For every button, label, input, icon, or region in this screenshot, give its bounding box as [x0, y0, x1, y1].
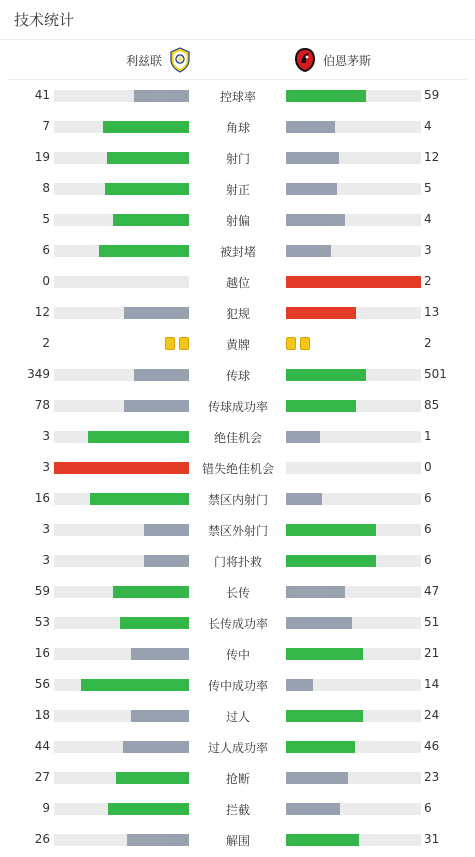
home-bar-track [54, 121, 189, 133]
away-bar-track [286, 524, 421, 536]
away-bar-fill [286, 214, 345, 226]
home-bar-track [54, 834, 189, 846]
home-value: 16 [34, 646, 50, 660]
stat-label: 传球 [225, 369, 250, 383]
stat-label: 传中 [225, 648, 250, 662]
away-bar-track [286, 152, 421, 164]
away-value: 2 [424, 336, 432, 350]
stat-label: 禁区内射门 [207, 493, 268, 507]
away-bar-track [286, 400, 421, 412]
stat-label: 犯规 [225, 307, 250, 321]
away-bar-fill [286, 90, 366, 102]
home-value: 2 [42, 336, 50, 350]
away-bar-fill [286, 741, 355, 753]
home-value: 5 [42, 212, 50, 226]
away-value: 2 [424, 274, 432, 288]
home-value: 6 [42, 243, 50, 257]
stat-label: 射正 [225, 183, 250, 197]
home-bar-track [54, 276, 189, 288]
away-bar-fill [286, 555, 376, 567]
home-bar-fill [131, 648, 189, 660]
away-value: 13 [424, 305, 440, 319]
away-bar-fill [286, 586, 345, 598]
home-bar-fill [113, 214, 189, 226]
home-bar-fill [124, 400, 189, 412]
home-bar-track [54, 462, 189, 474]
away-bar-fill [286, 617, 352, 629]
home-bar-fill [99, 245, 189, 257]
away-value: 21 [424, 646, 440, 660]
stat-row [0, 669, 475, 700]
home-team-name: 利兹联 [126, 53, 163, 68]
home-bar-track [54, 152, 189, 164]
stat-label: 越位 [225, 276, 250, 290]
stat-row [0, 607, 475, 638]
away-value: 501 [424, 367, 447, 381]
away-bar-track [286, 710, 421, 722]
away-bar-track [286, 803, 421, 815]
page-header [0, 0, 475, 40]
away-bar-fill [286, 307, 356, 319]
home-bar-track [54, 400, 189, 412]
teams-header [8, 40, 467, 80]
home-bar-track [54, 648, 189, 660]
away-value: 47 [424, 584, 440, 598]
stat-label: 被封堵 [219, 245, 256, 259]
stat-row [0, 266, 475, 297]
away-value: 31 [424, 832, 440, 846]
bournemouth-crest-icon [294, 47, 316, 73]
home-bar-fill [144, 555, 189, 567]
stat-label: 传球成功率 [207, 400, 268, 414]
away-value: 59 [424, 88, 440, 102]
home-bar-fill [134, 90, 189, 102]
home-bar-fill [88, 431, 189, 443]
away-value: 51 [424, 615, 440, 629]
away-bar-fill [286, 183, 337, 195]
home-value: 59 [34, 584, 50, 598]
away-value: 6 [424, 491, 432, 505]
home-bar-track [54, 245, 189, 257]
away-bar-track [286, 772, 421, 784]
away-bar-fill [286, 245, 331, 257]
home-bar-fill [127, 834, 189, 846]
home-team[interactable] [126, 47, 191, 73]
home-value: 0 [42, 274, 50, 288]
stat-label: 长传 [225, 586, 250, 600]
away-value: 24 [424, 708, 440, 722]
home-bar-fill [116, 772, 189, 784]
home-bar-track [54, 493, 189, 505]
away-bar-fill [286, 772, 348, 784]
away-bar-track [286, 214, 421, 226]
home-value: 349 [27, 367, 50, 381]
stat-row [0, 235, 475, 266]
stat-label: 抢断 [225, 772, 250, 786]
stat-row [0, 576, 475, 607]
home-bar-track [54, 617, 189, 629]
home-bar-fill [123, 741, 189, 753]
away-bar-track [286, 617, 421, 629]
stat-label: 传中成功率 [207, 679, 268, 693]
stat-row [0, 793, 475, 824]
away-bar-fill [286, 121, 335, 133]
away-bar-track [286, 369, 421, 381]
stat-label: 绝佳机会 [213, 431, 262, 445]
stat-row [0, 824, 475, 855]
home-value: 3 [42, 429, 50, 443]
stat-label: 长传成功率 [207, 617, 268, 631]
home-bar-track [54, 679, 189, 691]
stat-row [0, 421, 475, 452]
away-value: 1 [424, 429, 432, 443]
stat-label: 禁区外射门 [207, 524, 268, 538]
stats-table [0, 80, 475, 855]
stat-row [0, 762, 475, 793]
stat-label: 过人成功率 [207, 741, 268, 755]
home-bar-track [54, 369, 189, 381]
home-value: 7 [42, 119, 50, 133]
away-value: 6 [424, 553, 432, 567]
away-value: 0 [424, 460, 432, 474]
stat-label: 角球 [225, 121, 250, 135]
home-value: 27 [34, 770, 50, 784]
stat-row [0, 359, 475, 390]
away-bar-fill [286, 648, 363, 660]
home-value: 56 [34, 677, 50, 691]
home-value: 8 [42, 181, 50, 195]
stat-row [0, 638, 475, 669]
home-value: 78 [34, 398, 50, 412]
stat-row [0, 731, 475, 762]
stat-row [0, 204, 475, 235]
stat-label: 解围 [225, 834, 250, 848]
home-bar-track [54, 772, 189, 784]
stat-label: 射偏 [225, 214, 250, 228]
away-value: 46 [424, 739, 440, 753]
away-value: 12 [424, 150, 440, 164]
home-bar-fill [113, 586, 189, 598]
stat-row [0, 390, 475, 421]
stat-label: 黄牌 [225, 338, 250, 352]
home-yellow-cards [165, 337, 189, 350]
home-bar-fill [90, 493, 189, 505]
away-value: 6 [424, 522, 432, 536]
home-value: 18 [34, 708, 50, 722]
away-bar-track [286, 586, 421, 598]
away-bar-track [286, 121, 421, 133]
home-value: 9 [42, 801, 50, 815]
home-bar-track [54, 803, 189, 815]
home-bar-track [54, 307, 189, 319]
home-bar-fill [131, 710, 189, 722]
stat-row [0, 452, 475, 483]
home-value: 44 [34, 739, 50, 753]
home-bar-track [54, 586, 189, 598]
away-bar-track [286, 183, 421, 195]
away-bar-track [286, 431, 421, 443]
home-bar-fill [144, 524, 189, 536]
away-value: 14 [424, 677, 440, 691]
stat-row [0, 111, 475, 142]
home-bar-track [54, 710, 189, 722]
away-value: 6 [424, 801, 432, 815]
stat-label: 门将扑救 [213, 555, 262, 569]
away-value: 85 [424, 398, 440, 412]
stat-row [0, 700, 475, 731]
away-bar-fill [286, 803, 340, 815]
home-value: 3 [42, 460, 50, 474]
home-bar-fill [105, 183, 189, 195]
away-bar-fill [286, 710, 363, 722]
away-team-name: 伯恩茅斯 [323, 53, 372, 68]
away-bar-fill [286, 493, 322, 505]
away-bar-fill [286, 276, 421, 288]
away-value: 4 [424, 119, 432, 133]
home-bar-track [54, 214, 189, 226]
away-bar-track [286, 90, 421, 102]
home-bar-fill [120, 617, 189, 629]
home-value: 16 [34, 491, 50, 505]
away-bar-track [286, 679, 421, 691]
home-bar-track [54, 90, 189, 102]
away-value: 3 [424, 243, 432, 257]
home-bar-fill [134, 369, 189, 381]
stat-row [0, 297, 475, 328]
yellow-card-icon [300, 337, 310, 350]
stat-row [0, 173, 475, 204]
stat-row [0, 142, 475, 173]
home-bar-fill [108, 803, 189, 815]
away-bar-fill [286, 152, 339, 164]
stat-row [0, 328, 475, 359]
stat-label: 控球率 [219, 90, 256, 104]
away-bar-track [286, 741, 421, 753]
home-value: 12 [34, 305, 50, 319]
away-bar-track [286, 555, 421, 567]
home-value: 41 [34, 88, 50, 102]
home-bar-track [54, 741, 189, 753]
home-bar-fill [107, 152, 189, 164]
stat-row [0, 483, 475, 514]
away-bar-track [286, 834, 421, 846]
stat-label: 过人 [225, 710, 250, 724]
home-value: 3 [42, 553, 50, 567]
away-bar-fill [286, 834, 359, 846]
yellow-card-icon [286, 337, 296, 350]
home-value: 3 [42, 522, 50, 536]
home-value: 53 [34, 615, 50, 629]
away-bar-track [286, 307, 421, 319]
home-bar-fill [54, 462, 189, 474]
away-bar-fill [286, 431, 320, 443]
away-bar-fill [286, 369, 366, 381]
page-title: 技术统计 [14, 11, 75, 29]
stat-row [0, 80, 475, 111]
home-bar-fill [103, 121, 189, 133]
home-value: 19 [34, 150, 50, 164]
away-bar-track [286, 462, 421, 474]
yellow-card-icon [179, 337, 189, 350]
stat-row [0, 545, 475, 576]
yellow-card-icon [165, 337, 175, 350]
home-bar-track [54, 183, 189, 195]
away-yellow-cards [286, 337, 310, 350]
home-bar-fill [81, 679, 189, 691]
away-bar-track [286, 493, 421, 505]
stat-label: 拦截 [225, 803, 250, 817]
away-value: 23 [424, 770, 440, 784]
home-bar-fill [124, 307, 189, 319]
away-team[interactable] [294, 47, 371, 73]
stat-label: 错失绝佳机会 [201, 462, 274, 476]
away-value: 5 [424, 181, 432, 195]
stat-row [0, 514, 475, 545]
home-bar-track [54, 555, 189, 567]
away-bar-fill [286, 524, 376, 536]
away-bar-track [286, 245, 421, 257]
home-bar-track [54, 524, 189, 536]
away-bar-track [286, 648, 421, 660]
home-bar-track [54, 431, 189, 443]
away-value: 4 [424, 212, 432, 226]
away-bar-fill [286, 679, 313, 691]
leeds-crest-icon [169, 47, 191, 73]
away-bar-fill [286, 400, 356, 412]
home-value: 26 [34, 832, 50, 846]
stat-label: 射门 [225, 152, 250, 166]
away-bar-track [286, 276, 421, 288]
